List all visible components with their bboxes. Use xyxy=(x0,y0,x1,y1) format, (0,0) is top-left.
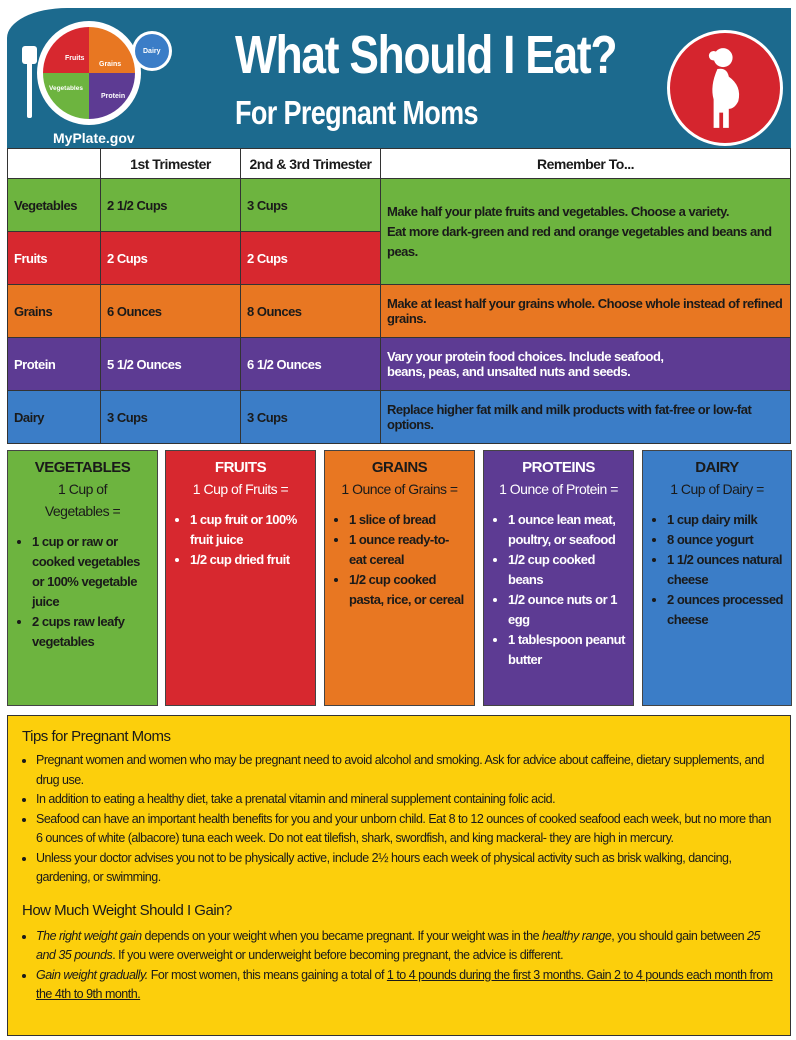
box-item: • 1 tablespoon peanut butter xyxy=(508,630,625,670)
group-cell: Vegetables xyxy=(8,179,101,232)
table-header xyxy=(8,149,101,179)
serving-box-fruits xyxy=(165,450,316,706)
header-banner xyxy=(7,8,791,149)
box-subtitle: 1 Cup of Vegetables = xyxy=(44,481,121,519)
text: depends on your weight when you became pregnant. If your weight was in the xyxy=(141,928,543,943)
text: For most women, this means gaining a total of xyxy=(147,967,387,982)
t23-cell: 6 1/2 Ounces xyxy=(241,338,381,391)
underlined-text: 1 to 4 pounds during the first 3 months. Gain 2 to 4 pounds each month from the 4th to 9th month. xyxy=(36,967,773,1001)
tips-panel xyxy=(7,715,791,1036)
table-row xyxy=(8,285,791,338)
box-list xyxy=(333,510,466,610)
box-item: • 8 ounce yogurt xyxy=(667,530,783,550)
em-text: The right weight gain xyxy=(36,928,142,943)
box-subtitle: 1 Ounce of Protein = xyxy=(499,481,618,497)
pregnant-woman-icon xyxy=(667,30,783,146)
group-cell: Protein xyxy=(8,338,101,391)
tips-list xyxy=(22,751,776,888)
box-title: VEGETABLES xyxy=(34,459,131,476)
box-title: GRAINS xyxy=(371,459,428,476)
note-cell: Replace higher fat milk and milk products with fat-free or low-fat options. xyxy=(381,391,791,444)
box-title: PROTEINS xyxy=(522,459,595,476)
group-cell: Fruits xyxy=(8,232,101,285)
table-header: 2nd & 3rd Trimester xyxy=(241,149,381,179)
myplate-logo xyxy=(19,18,179,148)
tips-title: Tips for Pregnant Moms xyxy=(22,728,171,745)
box-item: • 1 ounce ready-to-eat cereal xyxy=(349,530,466,570)
note-cell: Make at least half your grains whole. Choose whole instead of refined grains. xyxy=(381,285,791,338)
group-cell: Dairy xyxy=(8,391,101,444)
table-row xyxy=(8,391,791,444)
group-cell: Grains xyxy=(8,285,101,338)
box-item: • 1 cup fruit or 100% fruit juice xyxy=(190,510,307,550)
serving-box-proteins xyxy=(483,450,634,706)
note-cell xyxy=(381,179,791,285)
box-item: • 2 ounces processed cheese xyxy=(667,590,783,630)
table-header: 1st Trimester xyxy=(101,149,241,179)
t1-cell: 5 1/2 Ounces xyxy=(101,338,241,391)
box-list xyxy=(174,510,307,570)
box-list xyxy=(492,510,625,670)
weight-item xyxy=(36,966,776,1005)
t23-cell: 3 Cups xyxy=(241,391,381,444)
box-subtitle: 1 Ounce of Grains = xyxy=(341,481,458,497)
box-list xyxy=(16,532,149,652)
tip-item: • Seafood can have an important health benefits for you and your unborn child. Eat 8 to 12 ounces of cooked seafood each week, but no more than 6 ounces of white (albacore) tuna each week. Do not eat tilefish, shark, swordfish, and king mackeral- they are high in mercury. xyxy=(36,810,776,849)
box-item: • 1 cup or raw or cooked vegetables or 100% vegetable juice xyxy=(32,532,149,612)
svg-text:Dairy: Dairy xyxy=(143,48,161,55)
tip-item: • Unless your doctor advises you not to be physically active, include 2½ hours each week of physical activity such as brisk walking, dancing, gardening, or swimming. xyxy=(36,849,776,888)
svg-text:Fruits: Fruits xyxy=(65,55,85,62)
box-item: • 1 slice of bread xyxy=(349,510,466,530)
t23-cell: 3 Cups xyxy=(241,179,381,232)
em-text: 25 and 35 pounds xyxy=(36,928,760,962)
t1-cell: 2 1/2 Cups xyxy=(101,179,241,232)
serving-box-dairy xyxy=(642,450,792,706)
box-item: • 1/2 ounce nuts or 1 egg xyxy=(508,590,625,630)
weight-title: How Much Weight Should I Gain? xyxy=(22,901,232,919)
em-text: healthy range xyxy=(542,928,612,943)
serving-box-grains xyxy=(324,450,475,706)
note-line: Eat more dark-green and red and orange vegetables and beans and peas. xyxy=(387,223,772,259)
table-header: Remember To... xyxy=(381,149,791,179)
t1-cell: 2 Cups xyxy=(101,232,241,285)
box-item: • 1 ounce lean meat, poultry, or seafood xyxy=(508,510,625,550)
t23-cell: 8 Ounces xyxy=(241,285,381,338)
box-item: • 1/2 cup cooked beans xyxy=(508,550,625,590)
weight-list xyxy=(22,927,776,1005)
t1-cell: 3 Cups xyxy=(101,391,241,444)
note-cell: Vary your protein food choices. Include seafood, beans, peas, and unsalted nuts and seeds. xyxy=(381,338,791,391)
t23-cell: 2 Cups xyxy=(241,232,381,285)
t1-cell: 6 Ounces xyxy=(101,285,241,338)
text: . If you were overweight or underweight before becoming pregnant, the advice is different. xyxy=(112,948,564,962)
page-title: What Should I Eat? xyxy=(235,25,617,85)
page-subtitle: For Pregnant Moms xyxy=(235,94,478,131)
serving-box-vegetables xyxy=(7,450,158,706)
tip-item: • Pregnant women and women who may be pregnant need to avoid alcohol and smoking. Ask for advice about caffeine, dietary supplements, and drug use. xyxy=(36,751,776,790)
box-item: • 1 cup dairy milk xyxy=(667,510,783,530)
box-item: • 1 1/2 ounces natural cheese xyxy=(667,550,783,590)
note-line: Make half your plate fruits and vegetables. Choose a variety. xyxy=(387,203,730,219)
box-title: FRUITS xyxy=(214,459,267,476)
box-title: DAIRY xyxy=(695,459,739,476)
svg-text:MyPlate.gov: MyPlate.gov xyxy=(53,130,135,146)
box-item: • 1/2 cup dried fruit xyxy=(190,550,307,570)
servings-table xyxy=(7,148,791,444)
box-item: • 2 cups raw leafy vegetables xyxy=(32,612,149,652)
table-row xyxy=(8,179,791,232)
svg-text:Vegetables: Vegetables xyxy=(49,85,83,92)
em-text: Gain weight gradually. xyxy=(36,967,148,982)
box-list xyxy=(651,510,783,630)
box-item: • 1/2 cup cooked pasta, rice, or cereal xyxy=(349,570,466,610)
table-row xyxy=(8,338,791,391)
svg-text:Protein: Protein xyxy=(101,93,126,100)
tip-item: • In addition to eating a healthy diet, take a prenatal vitamin and mineral supplement containing folic acid. xyxy=(36,790,776,810)
svg-text:Grains: Grains xyxy=(99,61,122,68)
text: , you should gain between xyxy=(611,928,747,943)
box-subtitle: 1 Cup of Dairy = xyxy=(670,481,764,497)
weight-item xyxy=(36,927,776,966)
box-subtitle: 1 Cup of Fruits = xyxy=(192,481,289,497)
